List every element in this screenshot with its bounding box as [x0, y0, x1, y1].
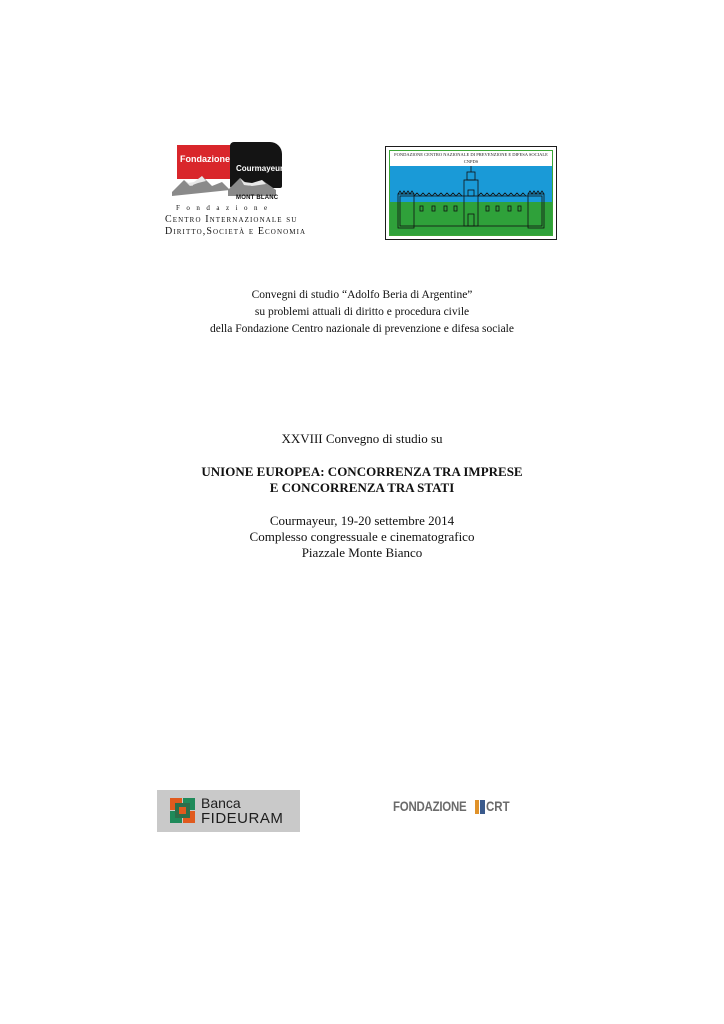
- fondazione-courmayeur-logo: [165, 140, 312, 240]
- convegno-heading: XXVIII Convegno di studio su: [281, 431, 443, 446]
- conference-title: [0, 464, 724, 496]
- logo-fondazione-text: Fondazione: [180, 154, 230, 164]
- crt-part-1: FONDAZIONE: [393, 798, 467, 814]
- crt-part-2: CRT: [486, 798, 510, 814]
- location-line-2: Complesso congressuale e cinematografico: [249, 529, 475, 544]
- location-line-1: Courmayeur, 19-20 settembre 2014: [269, 513, 455, 528]
- cnpds-title: FONDAZIONE CENTRO NAZIONALE DI PREVENZIONE E DIFESA SOCIALE: [394, 152, 548, 157]
- title-line-1: UNIONE EUROPEA: CONCORRENZA TRA IMPRESE: [201, 464, 523, 479]
- logo-line-1: Centro Internazionale su: [165, 214, 298, 225]
- fideuram-mark-icon: [170, 798, 195, 823]
- crt-orange-bar: [475, 800, 479, 814]
- crt-blue-bar: [480, 800, 485, 814]
- fideuram-line-2: FIDEURAM: [201, 810, 284, 827]
- logo-mont-blanc: MONT BLANC: [236, 195, 279, 201]
- cnpds-frame: [389, 150, 553, 236]
- logo-line-2: Diritto,Società e Economia: [165, 226, 307, 237]
- logo-fondazione-spaced: Fondazione: [176, 204, 274, 212]
- cnpds-logo: [385, 146, 557, 240]
- intro-line-1: Convegni di studio “Adolfo Beria di Argentine”: [251, 289, 473, 301]
- intro-block: [0, 287, 724, 338]
- castle-icon: [390, 166, 552, 236]
- intro-line-2: su problemi attuali di diritto e procedura civile: [254, 306, 470, 318]
- title-line-2: E CONCORRENZA TRA STATI: [269, 480, 455, 495]
- fondazione-crt-logo: [385, 796, 525, 826]
- mountain-icon: [172, 174, 287, 196]
- cnpds-subtitle: CNPDS: [463, 159, 479, 164]
- location-block: [0, 513, 724, 561]
- banca-fideuram-logo: [157, 790, 300, 832]
- intro-line-3: della Fondazione Centro nazionale di prevenzione e difesa sociale: [210, 323, 514, 335]
- fideuram-line-1: Banca: [201, 795, 241, 811]
- location-line-3: Piazzale Monte Bianco: [301, 545, 423, 560]
- logo-courmayeur-text: Courmayeur: [236, 164, 284, 173]
